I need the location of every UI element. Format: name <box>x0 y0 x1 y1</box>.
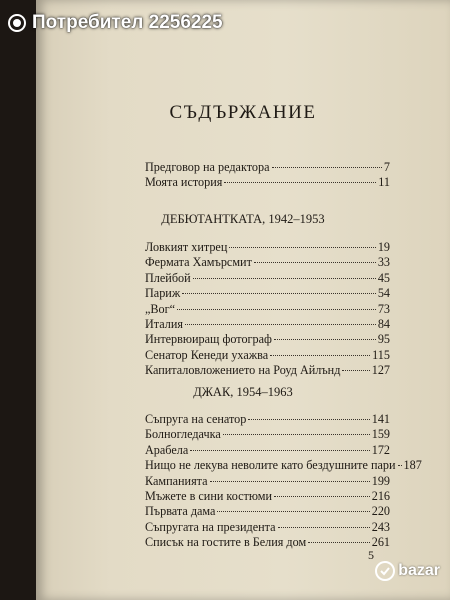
toc-leader-dots <box>224 182 376 183</box>
toc-entry-page: 95 <box>377 332 390 347</box>
toc-entry-page: 220 <box>371 504 390 519</box>
toc-entry-page: 127 <box>371 363 390 378</box>
toc-leader-dots <box>182 293 376 294</box>
toc-entry <box>145 348 390 363</box>
toc-entry-page: 73 <box>377 301 390 316</box>
toc-entry <box>145 271 390 286</box>
toc-entry <box>145 489 390 504</box>
toc-entry-title: Ловкият хитрец <box>145 240 228 254</box>
toc-entry-page: 11 <box>378 175 390 190</box>
toc-leader-dots <box>229 247 375 248</box>
toc-jack-list <box>145 412 422 551</box>
toc-leader-dots <box>185 324 376 325</box>
toc-entry-page: 261 <box>371 535 390 550</box>
toc-entry-page: 216 <box>371 488 390 503</box>
section-heading-debutante: ДЕБЮТАНТКАТА, 1942–1953 <box>161 212 325 226</box>
toc-leader-dots <box>193 278 376 279</box>
bazar-logo-icon <box>374 560 396 582</box>
logo-text: bazar <box>398 562 440 579</box>
toc-leader-dots <box>217 511 369 512</box>
toc-entry-title: Кампанията <box>145 473 208 488</box>
toc-entry-title: Нищо не лекува неволите като бездушните пари <box>145 458 396 473</box>
toc-leader-dots <box>278 527 370 528</box>
toc-entry <box>145 412 390 427</box>
toc-entry-page: 159 <box>371 427 390 442</box>
watermark-text: Потребител 2256225 <box>32 12 223 33</box>
toc-entry-title: Списък на гостите в Белия дом <box>145 535 307 550</box>
toc-entry <box>145 255 390 270</box>
toc-entry <box>145 474 390 489</box>
toc-leader-dots <box>210 481 370 482</box>
page-number: 5 <box>368 548 374 562</box>
user-watermark <box>8 10 223 36</box>
toc-entry <box>145 520 390 535</box>
toc-entry <box>145 302 390 317</box>
toc-entry-page: 172 <box>371 442 390 457</box>
bazar-logo <box>374 560 440 582</box>
toc-leader-dots <box>274 496 370 497</box>
toc-leader-dots <box>223 434 370 435</box>
toc-debutante-list <box>145 240 390 379</box>
toc-entry-title: Италия <box>145 316 184 331</box>
toc-entry-title: „Вог“ <box>145 301 176 316</box>
toc-entry-title: Плейбой <box>145 270 191 285</box>
toc-entry-page: 19 <box>377 240 390 254</box>
toc-entry <box>145 286 390 301</box>
toc-leader-dots <box>274 339 376 340</box>
toc-entry-page: 141 <box>371 412 390 426</box>
toc-entry-title: Съпруга на сенатор <box>145 412 247 426</box>
toc-entry-page: 84 <box>377 316 390 331</box>
toc-entry <box>145 240 390 255</box>
toc-entry <box>145 458 422 473</box>
toc-entry-title: Париж <box>145 286 181 301</box>
toc-leader-dots <box>190 450 369 451</box>
toc-entry-page: 45 <box>377 270 390 285</box>
toc-entry-title: Фермата Хамърсмит <box>145 255 252 270</box>
toc-entry-title: Съпругата на президента <box>145 519 276 534</box>
toc-entry-title: Първата дама <box>145 504 216 519</box>
toc-leader-dots <box>272 167 382 168</box>
toc-entry <box>145 427 390 442</box>
toc-entry <box>145 443 390 458</box>
toc-entry-page: 7 <box>383 160 390 174</box>
toc-entry <box>145 535 390 550</box>
toc-intro-list <box>145 160 390 191</box>
toc-entry-title: Моята история <box>145 175 223 190</box>
toc-leader-dots <box>177 309 376 310</box>
toc-leader-dots <box>254 262 376 263</box>
toc-entry-page: 54 <box>377 286 390 301</box>
toc-entry-page: 199 <box>371 473 390 488</box>
toc-entry-title: Интервюиращ фотограф <box>145 332 272 347</box>
toc-entry-title: Сенатор Кенеди ухажва <box>145 347 269 362</box>
toc-entry-title: Болногледачка <box>145 427 221 442</box>
toc-entry-title: Капиталовложението на Роуд Айлънд <box>145 363 341 378</box>
toc-entry <box>145 332 390 347</box>
toc-entry-page: 115 <box>372 347 390 362</box>
toc-entry-title: Арабела <box>145 442 189 457</box>
toc-entry <box>145 175 390 190</box>
page-title: СЪДЪРЖАНИЕ <box>169 102 317 123</box>
toc-entry-page: 33 <box>377 255 390 270</box>
toc-leader-dots <box>308 542 370 543</box>
toc-entry-title: Мъжете в сини костюми <box>145 488 273 503</box>
toc-entry-page: 187 <box>403 458 422 473</box>
section-heading-jack: ДЖАК, 1954–1963 <box>193 385 293 399</box>
toc-entry-page: 243 <box>371 519 390 534</box>
toc-leader-dots <box>270 355 370 356</box>
toc-entry <box>145 317 390 332</box>
user-icon <box>8 14 26 32</box>
toc-leader-dots <box>398 465 402 466</box>
toc-entry <box>145 160 390 175</box>
toc-leader-dots <box>342 370 369 371</box>
toc-entry <box>145 504 390 519</box>
toc-entry-title: Предговор на редактора <box>145 160 270 174</box>
toc-leader-dots <box>248 419 369 420</box>
toc-entry <box>145 363 390 378</box>
